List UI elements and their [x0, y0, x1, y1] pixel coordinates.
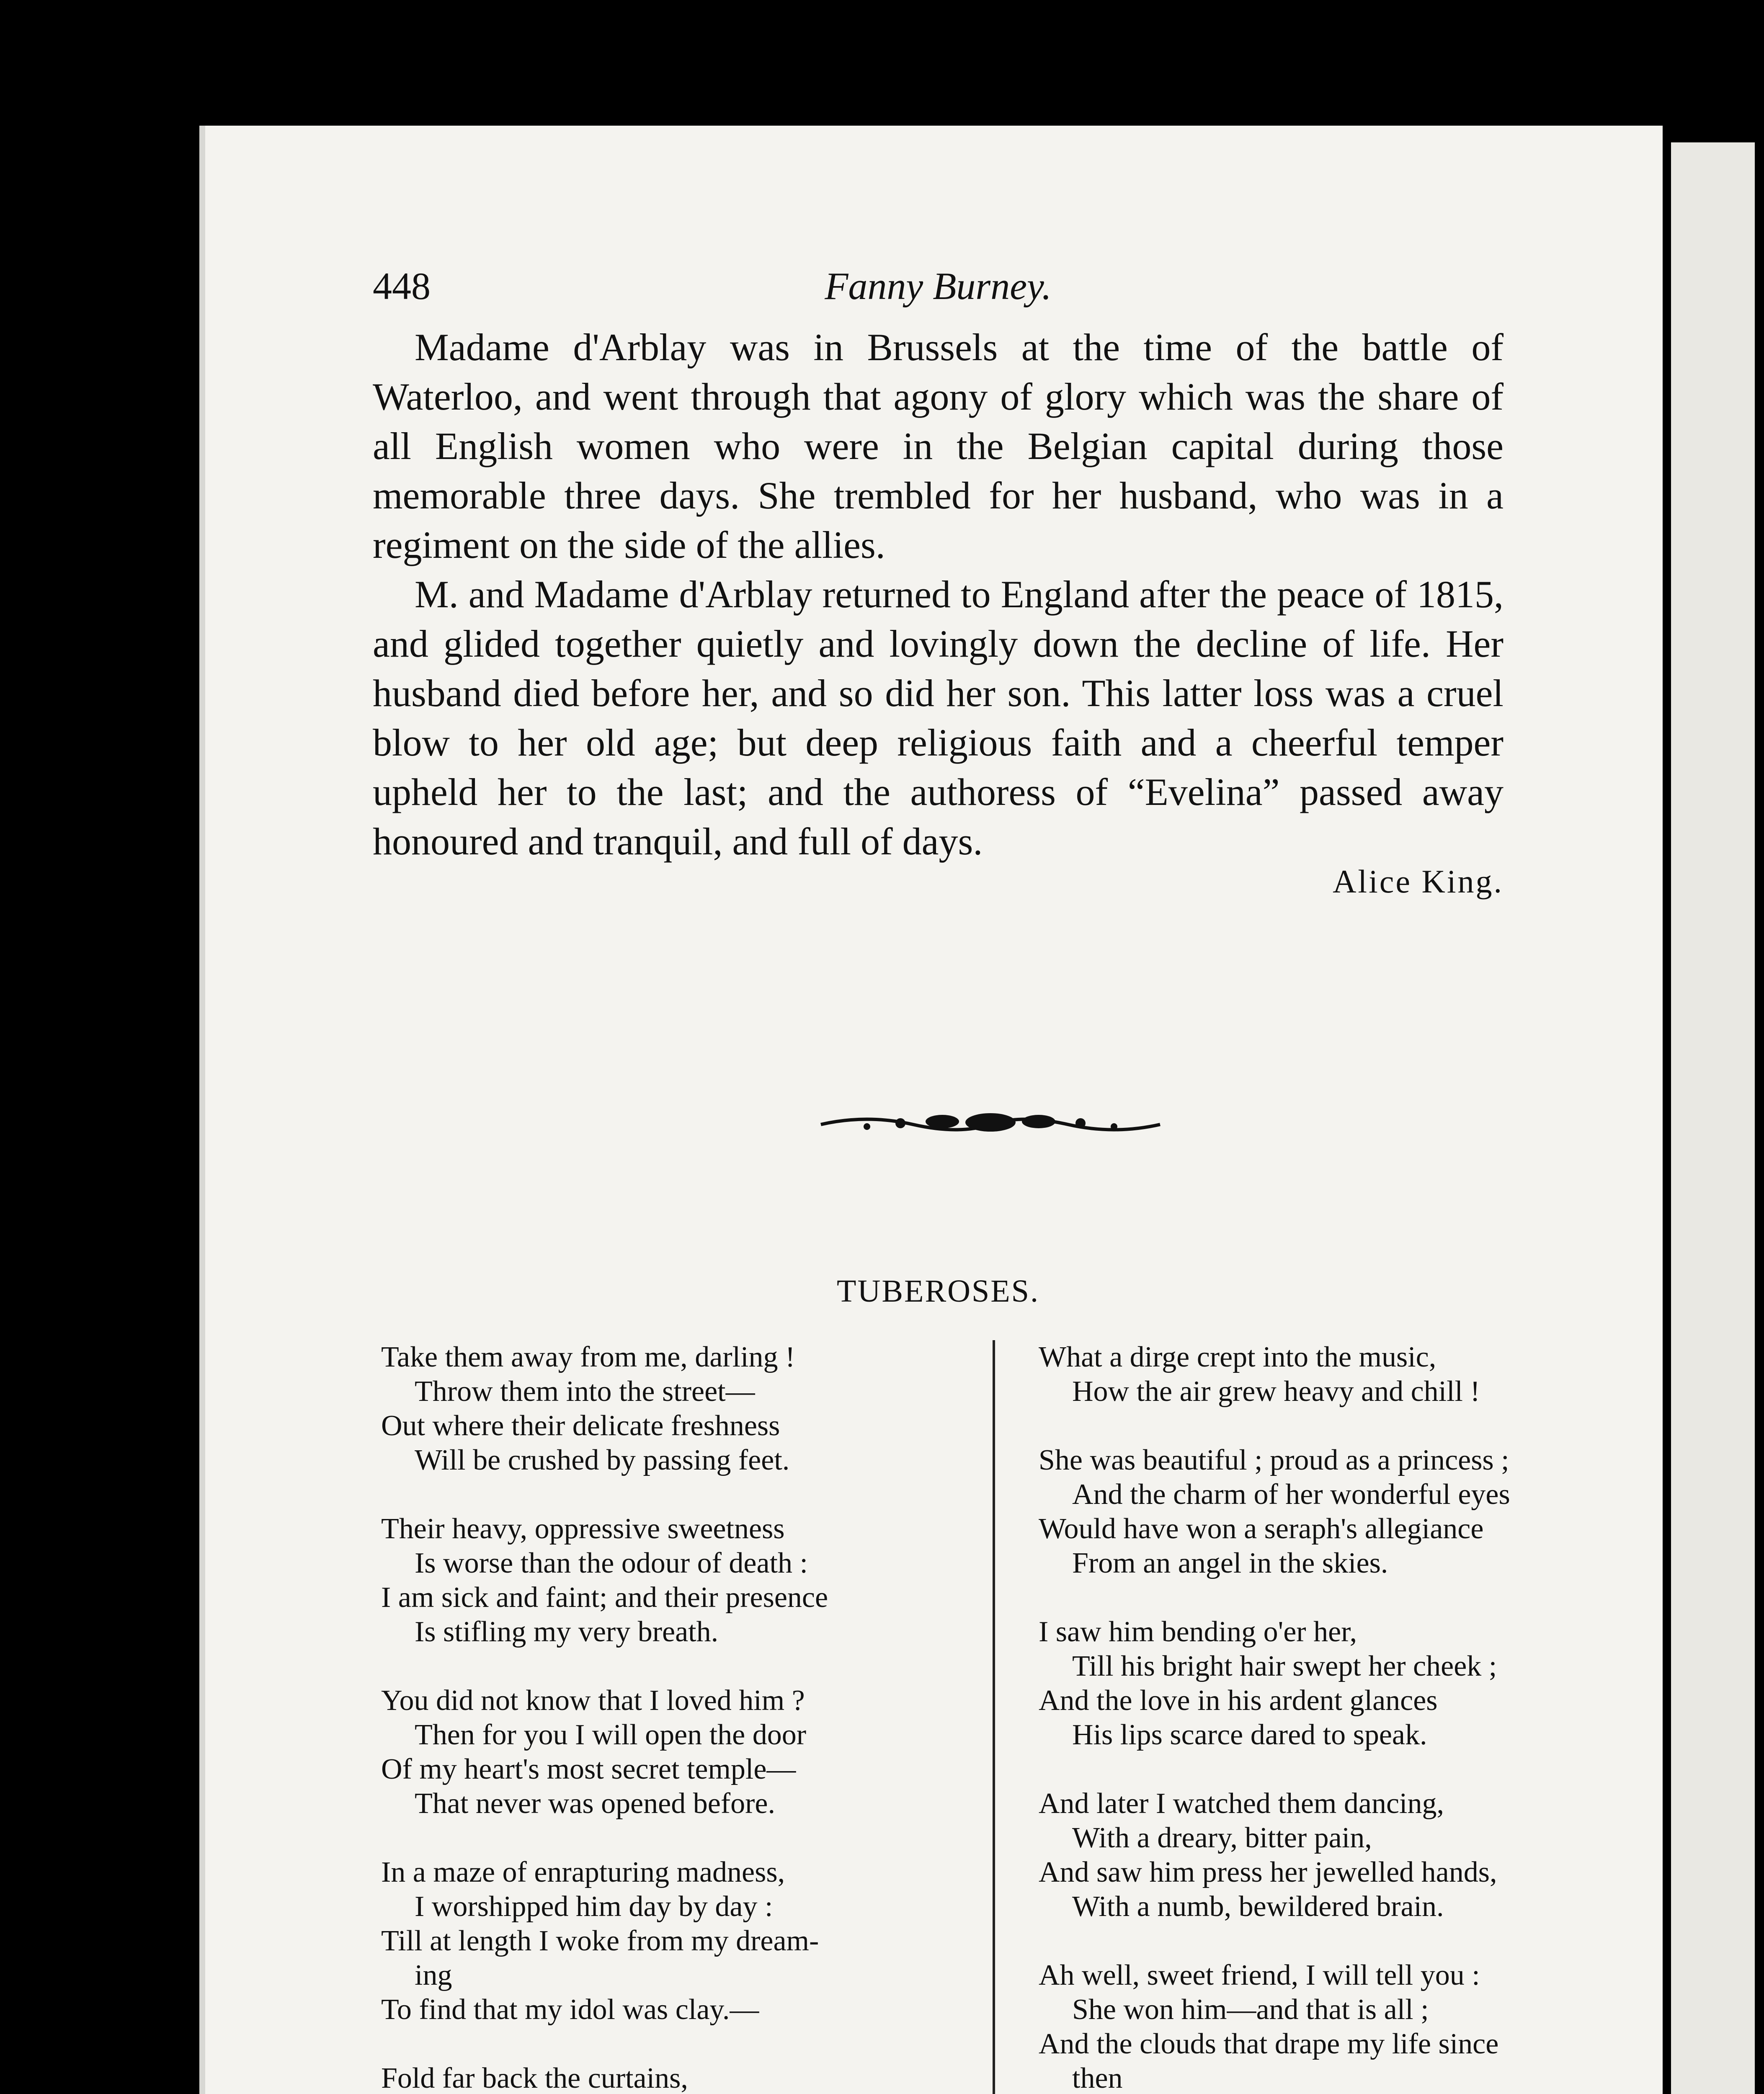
poem-line: Their heavy, oppressive sweetness [381, 1513, 785, 1545]
poem-line: Fold far back the curtains, [381, 2062, 688, 2094]
poem-stanza [381, 1684, 959, 1821]
poem-line: Out where their delicate freshness [381, 1410, 780, 1442]
poem-stanza [1039, 1615, 1617, 1752]
ornament-divider [817, 1101, 1164, 1143]
poem-line: Till at length I woke from my dream- [381, 1925, 819, 1957]
poem-line: then [1072, 2062, 1123, 2094]
paragraph: M. and Madame d'Arblay returned to England after the peace of 1815, and glided together quietly and lovingly down the decline of life. Her husband died before her, and so did her son. This latter loss was a cruel blow to her old age; but deep religious faith and a cheerful temper upheld her to the last; and the authoress of “Evelina” passed away honoured and tranquil, and full of days. [373, 573, 1504, 863]
poem-stanza [381, 1340, 959, 1478]
poem-stanza [1039, 1787, 1617, 1924]
poem-line: She was beautiful ; proud as a princess ; [1039, 1444, 1509, 1476]
book-page [205, 126, 1663, 2094]
poem-title: TUBEROSES. [837, 1274, 1039, 1309]
poem-line: And the love in his ardent glances [1039, 1684, 1438, 1717]
running-title: Fanny Burney. [825, 265, 1052, 307]
poem-stanza [1039, 1958, 1617, 2094]
poem-line: She won him—and that is all ; [1072, 1993, 1429, 2026]
poem-line: Of my heart's most secret temple— [381, 1753, 796, 1785]
poem-line: ing [415, 1959, 452, 1991]
poem-line: Is stifling my very breath. [415, 1616, 719, 1648]
page-header [373, 264, 1504, 327]
poem-line: What a dirge crept into the music, [1039, 1341, 1436, 1373]
poem-line: His lips scarce dared to speak. [1072, 1719, 1427, 1751]
poem-line: Throw them into the street— [415, 1375, 755, 1408]
poem-stanza [381, 1512, 959, 1649]
poem-line: I am sick and faint; and their presence [381, 1581, 828, 1614]
article-text [373, 322, 1504, 866]
poem-line: Take them away from me, darling ! [381, 1341, 795, 1373]
poem-column-left [381, 1340, 959, 2094]
poem-line: I saw him bending o'er her, [1039, 1616, 1357, 1648]
poem-line: Would have won a seraph's allegiance [1039, 1513, 1484, 1545]
poem-line: That never was opened before. [415, 1787, 775, 1820]
poem-line: In a maze of enrapturing madness, [381, 1856, 785, 1888]
poem-stanza [1039, 1443, 1617, 1581]
poem-line: I worshipped him day by day : [415, 1890, 773, 1923]
poem-line: And saw him press her jewelled hands, [1039, 1856, 1497, 1888]
poem-line: Will be crushed by passing feet. [415, 1444, 790, 1476]
poem-line: Ah well, sweet friend, I will tell you : [1039, 1959, 1480, 1991]
poem-stanza [1039, 1340, 1617, 1409]
page-number: 448 [373, 265, 431, 307]
poem-line: Till his bright hair swept her cheek ; [1072, 1650, 1497, 1682]
paragraph: Madame d'Arblay was in Brussels at the time of the battle of Waterloo, and went through that agony of glory which was the share of all English women who were in the Belgian capital during those memorable three days. She trembled for her husband, who was in a regiment on the side of the allies. [373, 326, 1504, 566]
author-signature: Alice King. [1333, 863, 1504, 900]
poem-line: And later I watched them dancing, [1039, 1787, 1444, 1820]
poem-line: And the charm of her wonderful eyes [1072, 1478, 1510, 1511]
poem-stanza [381, 2061, 959, 2094]
poem-line: Is worse than the odour of death : [415, 1547, 808, 1579]
poem-line: With a dreary, bitter pain, [1072, 1822, 1372, 1854]
poem-line: With a numb, bewildered brain. [1072, 1890, 1444, 1923]
poem-line: From an angel in the skies. [1072, 1547, 1388, 1579]
poem-line: You did not know that I loved him ? [381, 1684, 805, 1717]
poem-line: How the air grew heavy and chill ! [1072, 1375, 1480, 1408]
poem-stanza [381, 1855, 959, 2027]
poem-column-right [1039, 1340, 1617, 2094]
poem-line: Then for you I will open the door [415, 1719, 807, 1751]
poem-line: To find that my idol was clay.— [381, 1993, 759, 2026]
facing-page-edge [1671, 142, 1755, 2094]
column-divider [993, 1340, 995, 2094]
poem-line: And the clouds that drape my life since [1039, 2028, 1499, 2060]
